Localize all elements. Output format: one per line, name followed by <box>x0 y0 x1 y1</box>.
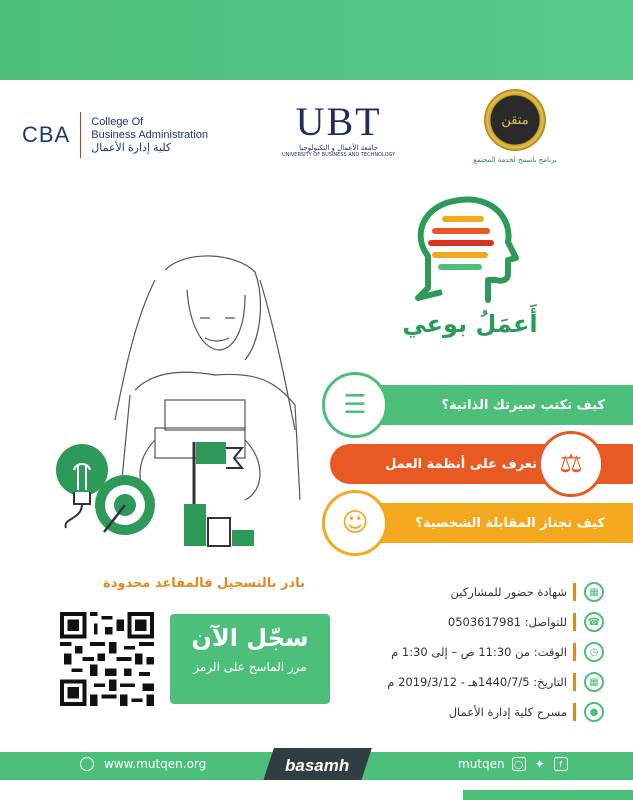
info-date-label: التاريخ: 1440/7/5هـ - 2019/3/12 م <box>387 675 567 689</box>
ubt-english: UNIVERSITY OF BUSINESS AND TECHNOLOGY <box>282 152 396 158</box>
info-contact <box>350 611 604 633</box>
footer-website[interactable] <box>80 757 206 771</box>
certificate-icon: ▦ <box>584 582 604 602</box>
info-time <box>350 641 604 663</box>
ubt-mark: UBT <box>295 99 382 144</box>
ubt-arabic: جامعة الأعمال و التكنولوجيا <box>299 144 379 152</box>
bottom-accent <box>463 790 633 800</box>
info-location <box>350 701 604 723</box>
info-time-label: الوقت: من 11:30 ص – إلى 1:30 م <box>391 645 567 659</box>
slogan: أَعمَلُ بوعي <box>402 310 538 338</box>
scales-icon: ⚖ <box>538 431 604 497</box>
topic-labor-law-label: تعرف على أنظمة العمل <box>385 456 537 472</box>
mutqen-logo-text: متقن <box>501 112 529 128</box>
ubt-logo <box>282 99 396 158</box>
flag-steps-icon <box>180 438 260 548</box>
info-certificate-label: شهادة حضور للمشاركين <box>450 585 567 599</box>
calendar-icon: ▦ <box>584 672 604 692</box>
interview-icon: ☺ <box>322 490 388 556</box>
target-icon <box>92 472 158 538</box>
register-now-button[interactable] <box>170 614 330 704</box>
basamh-logo-text: basamh <box>284 756 350 775</box>
cba-text <box>91 116 208 155</box>
topic-interview-label: كيف تجتاز المقابلة الشخصية؟ <box>415 515 605 531</box>
cba-line3: كلية إدارة الأعمال <box>91 141 172 154</box>
top-banner <box>0 0 633 80</box>
info-divider <box>573 673 576 691</box>
info-divider <box>573 583 576 601</box>
basamh-logo <box>262 748 372 784</box>
twitter-icon[interactable]: ✦ <box>534 757 545 771</box>
footer-handle: mutqen <box>458 757 505 771</box>
mutqen-caption: برنامج باسمح لخدمة المجتمع <box>473 156 557 164</box>
register-scan-hint: مرر الماسح على الرمز <box>193 660 307 674</box>
cba-mark: CBA <box>22 122 71 147</box>
clock-icon: ◷ <box>584 642 604 662</box>
footer-website-label: www.mutqen.org <box>104 757 207 771</box>
facebook-icon[interactable]: f <box>554 757 568 771</box>
topic-cv-label: كيف تكتب سيرتك الذاتية؟ <box>441 397 605 413</box>
mutqen-seal <box>484 89 546 151</box>
register-now-label: سجّل الآن <box>191 624 309 652</box>
info-contact-label: للتواصل: 0503617981 <box>447 615 567 629</box>
qr-code[interactable] <box>60 612 154 706</box>
cba-line2: Business Administration <box>91 128 209 141</box>
head-profile-icon <box>408 196 524 306</box>
cba-logo <box>22 112 208 158</box>
info-divider <box>573 643 576 661</box>
cba-line1: College Of <box>91 115 144 128</box>
footer-social <box>458 757 568 771</box>
info-date <box>350 671 604 693</box>
register-title: بادر بالتسجيل فالمقاعد محدودة <box>103 576 305 591</box>
info-divider <box>573 613 576 631</box>
globe-icon <box>80 757 94 771</box>
info-location-label: مسرح كلية إدارة الأعمال <box>448 705 567 719</box>
info-divider <box>573 703 576 721</box>
cba-divider <box>80 112 81 158</box>
phone-icon: ☎ <box>584 612 604 632</box>
resume-icon: ☰ <box>322 372 388 438</box>
info-certificate <box>350 581 604 603</box>
location-icon: ● <box>584 702 604 722</box>
instagram-icon[interactable]: ◯ <box>512 757 526 771</box>
